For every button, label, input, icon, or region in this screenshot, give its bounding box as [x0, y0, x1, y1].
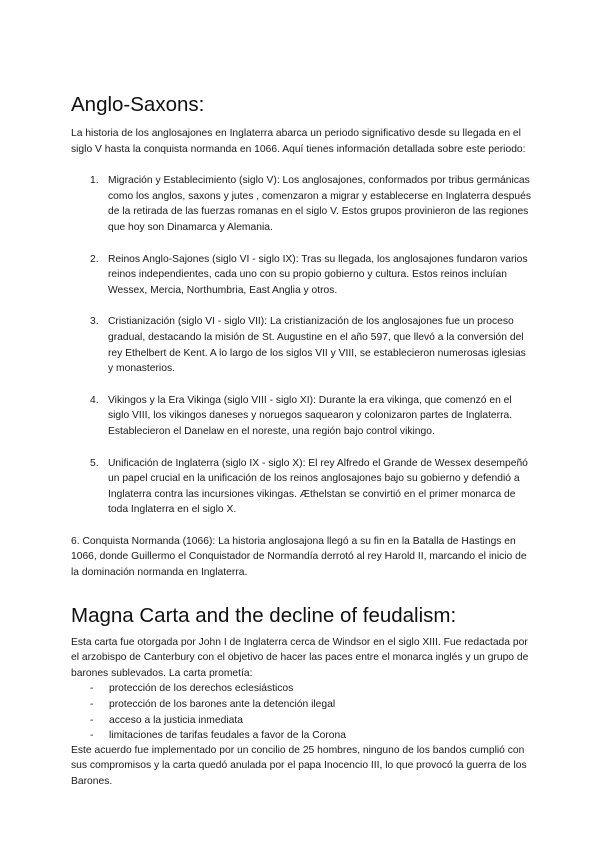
- list-number: 1.: [90, 175, 99, 187]
- dash-text: protección de los derechos eclesiásticos: [109, 683, 294, 695]
- dash-item: [71, 681, 531, 697]
- closing-paragraph: Este acuerdo fue implementado por un concilio de 25 hombres, ninguno de los bandos cumplió con sus compromisos y la carta quedó anulada por el papa Inocencio III, lo que provocó la guerra de los Barones.: [71, 744, 527, 787]
- dash-text: protección de los barones ante la detención ilegal: [109, 699, 336, 711]
- list-item: [71, 252, 531, 299]
- dash-marker: -: [90, 730, 94, 742]
- magna-carta-intro: Esta carta fue otorgada por John I de Inglaterra cerca de Windsor en el siglo XIII. Fue redactada por el arzobispo de Canterbury con el objetivo de hacer las paces entre el monarca inglés y un grupo de barones sublevados. La carta prometía:: [71, 636, 529, 679]
- list-number: 3.: [90, 316, 99, 328]
- list-item: [71, 173, 531, 235]
- dash-item: [71, 697, 531, 713]
- dash-text: acceso a la justicia inmediata: [109, 714, 243, 726]
- list-text: Migración y Establecimiento (siglo V): Los anglosajones, conformados por tribus germánicas como los anglos, saxons y jutes , comenzaron a migrar y establecerse en Inglaterra después de la retirada de las fuerzas romanas en el siglo V. Estos grupos provinieron de las regiones que hoy son Dinamarca y Alemania.: [108, 175, 531, 233]
- dash-item: [71, 728, 531, 744]
- list-item: [71, 456, 531, 518]
- list-number: 5.: [90, 457, 99, 469]
- list-number: 4.: [90, 394, 99, 406]
- list-text: Unificación de Inglaterra (siglo IX - siglo X): El rey Alfredo el Grande de Wessex desempeñó un papel crucial en la unificación de los reinos anglosajones bajo su gobierno y defendió a Inglaterra contra las incursiones vikingas. Æthelstan se convirtió en el primer monarca de toda Inglaterra en el siglo X.: [108, 457, 528, 516]
- list-item: [71, 314, 531, 376]
- intro-paragraph: La historia de los anglosajones en Inglaterra abarca un periodo significativo desde su llegada en el siglo V hasta la conquista normanda en 1066. Aquí tienes información detallada sobre este periodo:: [71, 128, 526, 155]
- dash-list: [71, 681, 531, 743]
- list-item: [71, 393, 531, 440]
- numbered-list: [71, 173, 531, 518]
- dash-text: limitaciones de tarifas feudales a favor de la Corona: [109, 730, 346, 742]
- list-number: 2.: [90, 253, 99, 265]
- list-text: Vikingos y la Era Vikinga (siglo VIII - siglo XI): Durante la era vikinga, que comenzó en el siglo VIII, los vikingos daneses y noruegos saquearon y colonizaron partes de Inglaterra. Establecieron el Danelaw en el noreste, una región bajo control vikingo.: [108, 394, 513, 437]
- list-text: Reinos Anglo-Sajones (siglo VI - siglo IX): Tras su llegada, los anglosajones fundaron varios reinos independientes, cada uno con su propio gobierno y cultura. Estos reinos incluían Wessex, Mercia, Northumbria, East Anglia y otros.: [108, 253, 528, 296]
- section-title-anglo-saxons: Anglo-Saxons:: [71, 93, 205, 116]
- dash-item: [71, 713, 531, 729]
- list-text: Cristianización (siglo VI - siglo VII): La cristianización de los anglosajones fue un proceso gradual, destacando la misión de St. Augustine en el año 597, que llevó a la conversión del rey Ethelbert de Kent. A lo largo de los siglos VII y VIII, se establecieron numerosas iglesias y monasterios.: [108, 316, 526, 375]
- dash-marker: -: [90, 683, 94, 695]
- dash-marker: -: [90, 699, 94, 711]
- conclusion-paragraph: 6. Conquista Normanda (1066): La historia anglosajona llegó a su fin en la Batalla de Hastings en 1066, donde Guillermo el Conquistador de Normandía derrotó al rey Harold II, marcando el inicio de la dominación normanda en Inglaterra.: [71, 535, 527, 579]
- section-title-magna-carta: Magna Carta and the decline of feudalism:: [71, 603, 457, 627]
- document-page: [71, 92, 531, 790]
- dash-marker: -: [90, 714, 94, 726]
